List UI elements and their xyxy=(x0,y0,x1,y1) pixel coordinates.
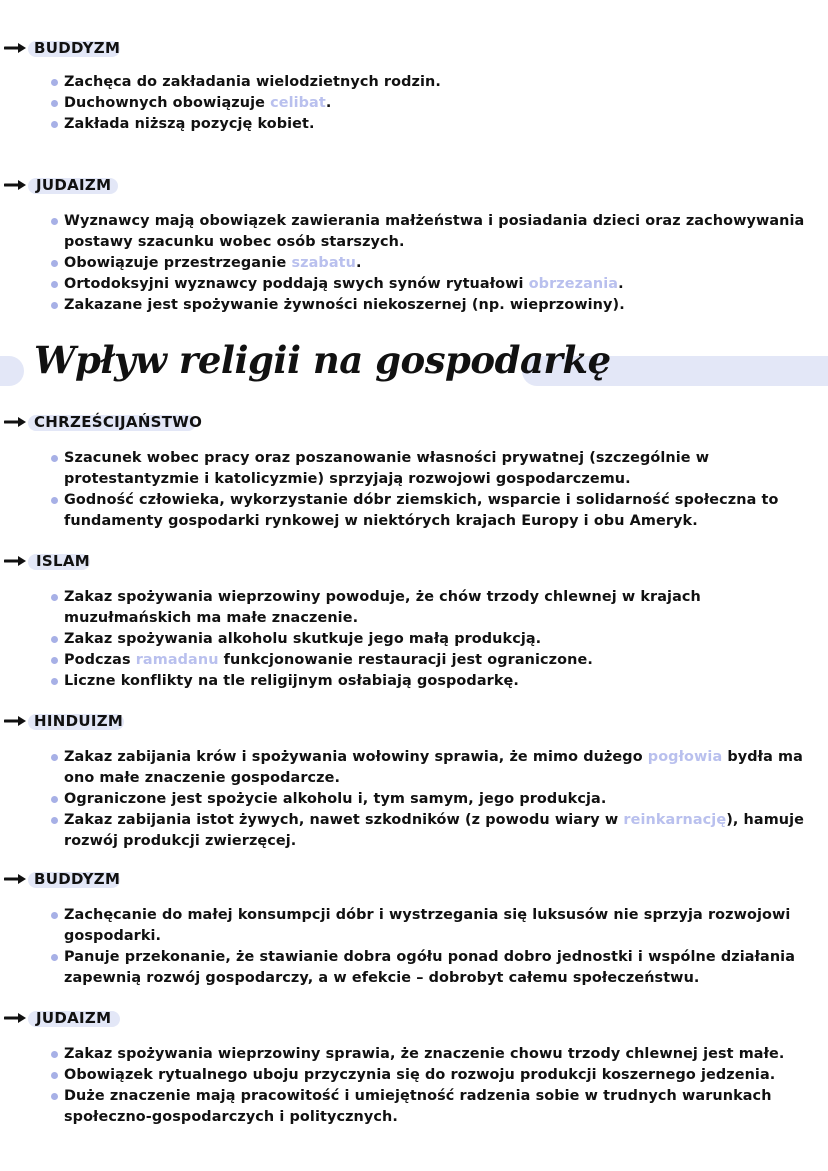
bullet-list xyxy=(50,1044,820,1128)
highlighted-term: celibat xyxy=(270,95,326,111)
title-decoration-left xyxy=(0,356,24,386)
item-text: funkcjonowanie restauracji jest ograniczone. xyxy=(218,652,593,668)
bullet-list xyxy=(50,587,820,692)
section-chrzescijanstwo xyxy=(0,412,828,529)
list-item xyxy=(50,671,820,692)
section-heading xyxy=(0,1008,828,1030)
heading-label: ISLAM xyxy=(36,552,90,570)
bullet-list xyxy=(50,905,820,989)
list-item xyxy=(50,114,820,135)
section-heading xyxy=(0,412,828,434)
list-item xyxy=(50,650,820,671)
highlighted-term: reinkarnację xyxy=(623,812,727,828)
list-item xyxy=(50,747,820,789)
item-text: Zakazane jest spożywanie żywności niekoszernej (np. wieprzowiny). xyxy=(64,297,625,313)
item-text: . xyxy=(325,95,332,111)
item-text: Zakaz spożywania wieprzowiny powoduje, że chów trzody chlewnej w krajach muzułmańskich ma małe znaczenie. xyxy=(64,589,701,626)
arrow-right-icon xyxy=(4,872,28,886)
section-heading xyxy=(0,711,828,733)
highlighted-term: obrzezania xyxy=(528,276,619,292)
arrow-right-icon xyxy=(4,554,28,568)
section-heading xyxy=(0,38,828,60)
item-text: Godność człowieka, wykorzystanie dóbr ziemskich, wsparcie i solidarność społeczna to fundamenty gospodarki rynkowej w niektórych krajach Europy i obu Ameryk. xyxy=(64,492,779,529)
item-text: bydła ma ono małe znaczenie gospodarcze. xyxy=(64,749,803,786)
section-buddyzm-top xyxy=(0,38,828,132)
item-text: Zakaz spożywania alkoholu skutkuje jego małą produkcją. xyxy=(64,631,542,647)
bullet-list xyxy=(50,72,820,135)
item-text: Zachęcanie do małej konsumpcji dóbr i wystrzegania się luksusów nie sprzyja rozwojowi gospodarki. xyxy=(64,907,791,944)
item-text: Podczas xyxy=(64,652,136,668)
heading-label: CHRZEŚCIJAŃSTWO xyxy=(34,413,203,431)
list-item xyxy=(50,1086,820,1128)
item-text: ), hamuje rozwój produkcji zwierzęcej. xyxy=(64,812,805,849)
list-item xyxy=(50,93,820,114)
item-text: Zakaz spożywania wieprzowiny sprawia, że znaczenie chowu trzody chlewnej jest małe. xyxy=(64,1046,785,1062)
item-text: Ortodoksyjni wyznawcy poddają swych synów rytuałowi xyxy=(64,276,529,292)
list-item xyxy=(50,295,820,316)
heading-label: HINDUIZM xyxy=(34,712,124,730)
bullet-list xyxy=(50,448,820,532)
item-text: Duże znaczenie mają pracowitość i umiejętność radzenia sobie w trudnych warunkach społeczno-gospodarczych i politycznych. xyxy=(64,1088,772,1125)
highlighted-term: szabatu xyxy=(291,255,356,271)
highlighted-term: pogłowia xyxy=(647,749,723,765)
section-buddyzm-economy xyxy=(0,869,828,986)
section-islam xyxy=(0,551,828,689)
arrow-right-icon xyxy=(4,41,28,55)
bullet-list xyxy=(50,211,820,316)
item-text: Wyznawcy mają obowiązek zawierania małżeństwa i posiadania dzieci oraz zachowywania postawy szacunku wobec osób starszych. xyxy=(64,213,805,250)
list-item xyxy=(50,1044,820,1065)
list-item xyxy=(50,629,820,650)
section-judaizm-economy xyxy=(0,1008,828,1125)
item-text: Obowiązuje przestrzeganie xyxy=(64,255,292,271)
item-text: Obowiązek rytualnego uboju przyczynia się do rozwoju produkcji koszernego jedzenia. xyxy=(64,1067,776,1083)
item-text: Ograniczone jest spożycie alkoholu i, tym samym, jego produkcja. xyxy=(64,791,607,807)
heading-label: JUDAIZM xyxy=(36,176,112,194)
list-item xyxy=(50,448,820,490)
item-text: Zakłada niższą pozycję kobiet. xyxy=(64,116,315,132)
heading-label: JUDAIZM xyxy=(36,1009,112,1027)
item-text: Panuje przekonanie, że stawianie dobra ogółu ponad dobro jednostki i wspólne działania zapewnią rozwój gospodarczy, a w efekcie – dobrobyt całemu społeczeństwu. xyxy=(64,949,796,986)
arrow-right-icon xyxy=(4,1011,28,1025)
section-heading xyxy=(0,175,828,197)
list-item xyxy=(50,1065,820,1086)
arrow-right-icon xyxy=(4,415,28,429)
arrow-right-icon xyxy=(4,178,28,192)
item-text: Zachęca do zakładania wielodzietnych rodzin. xyxy=(64,74,441,90)
list-item xyxy=(50,72,820,93)
item-text: Liczne konflikty na tle religijnym osłabiają gospodarkę. xyxy=(64,673,519,689)
item-text: . xyxy=(355,255,362,271)
list-item xyxy=(50,947,820,989)
section-hinduizm xyxy=(0,711,828,849)
item-text: Zakaz zabijania krów i spożywania wołowiny sprawia, że mimo dużego xyxy=(64,749,648,765)
list-item xyxy=(50,789,820,810)
list-item xyxy=(50,253,820,274)
item-text: Duchownych obowiązuje xyxy=(64,95,271,111)
heading-label: BUDDYZM xyxy=(34,870,121,888)
heading-label: BUDDYZM xyxy=(34,39,121,57)
highlighted-term: ramadanu xyxy=(135,652,219,668)
list-item xyxy=(50,490,820,532)
list-item xyxy=(50,587,820,629)
list-item xyxy=(50,905,820,947)
list-item xyxy=(50,211,820,253)
item-text: Szacunek wobec pracy oraz poszanowanie własności prywatnej (szczególnie w protestantyzmie i katolicyzmie) sprzyjają rozwojowi gospodarczemu. xyxy=(64,450,710,487)
bullet-list xyxy=(50,747,820,852)
section-heading xyxy=(0,869,828,891)
arrow-right-icon xyxy=(4,714,28,728)
item-text: Zakaz zabijania istot żywych, nawet szkodników (z powodu wiary w xyxy=(64,812,624,828)
section-judaizm-top xyxy=(0,175,828,313)
list-item xyxy=(50,274,820,295)
section-heading xyxy=(0,551,828,573)
page-title: Wpływ religii na gospodarkę xyxy=(34,338,611,382)
list-item xyxy=(50,810,820,852)
item-text: . xyxy=(618,276,624,292)
